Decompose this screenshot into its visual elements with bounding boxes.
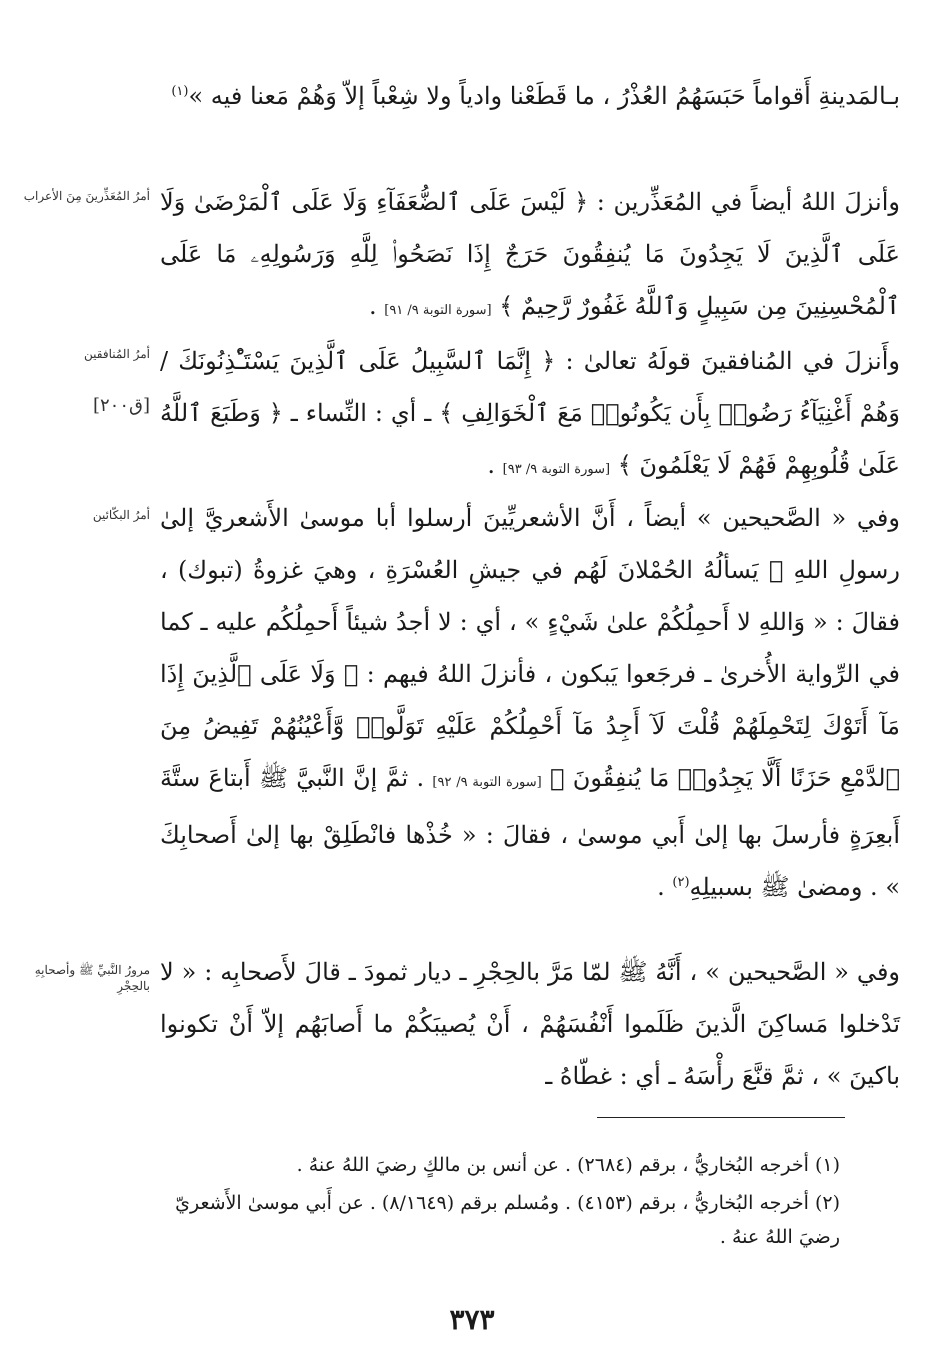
quran-reference: [سورة التوبة ٩/ ٩٢]	[432, 775, 542, 790]
quran-reference: [سورة التوبة ٩/ ٩١]	[384, 303, 492, 318]
footnote-2: (٢) أخرجه البُخاريُّ ، برقم (٤١٥٣) . ومُسلم برقم (٨/١٦٤٩) . عن أَبي موسىٰ الأَشعريّ رضيَ اللهُ عنهُ .	[175, 1192, 840, 1248]
paragraph-5-text: وفي « الصَّحيحين » ، أَنَّهُ ﷺ لمّا مَرَّ بالحِجْرِ ـ ديار ثمودَ ـ قالَ لأَصحابِه : « لا تَدْخلوا مَساكِنَ الَّذينَ ظَلَموا أَنْفُسَهُمْ ، أَنْ يُصيبَكُمْ ما أَصابَهُم إلاّ أَنْ تكونوا باكينَ » ، ثمَّ قنَّعَ رأْسَهُ ـ أي : غطّاهُ ـ	[160, 958, 900, 1090]
manuscript-folio-marker: [ق٢٠٠]	[92, 395, 150, 416]
quran-reference: [سورة التوبة ٩/ ٩٣]	[502, 462, 611, 477]
margin-note-2: أمرُ المُنافقين	[84, 347, 150, 361]
footnote-mark-1[interactable]: (١)	[171, 84, 189, 99]
margin-note-4: مرورُ النَّبيِّ ﷺ وأصحابِهِ بالحِجْرِ	[34, 963, 150, 993]
footnote-mark-2[interactable]: (٢)	[672, 875, 690, 890]
paragraph-1	[160, 70, 900, 122]
margin-note-3: أمرُ البكّائين	[92, 508, 150, 522]
margin-note-1: أمرُ المُعَذِّرينَ مِنَ الأعراب	[23, 189, 150, 203]
paragraph-1-text: بـالمَدينةِ أَقواماً حَبَسَهُمُ العُذْرُ ، ما قَطَعْنا وادياً ولا شِعْباً إلاّ وَهُمْ مَعنا فيه »	[188, 82, 900, 110]
footnote-separator	[597, 1117, 845, 1118]
paragraph-4-text: وفي « الصَّحيحين » أيضاً ، أَنَّ الأشعريِّينَ أرسلوا أبا موسىٰ الأَشعريَّ إلىٰ رسولِ اللهِ ﷺ يَسألُهُ الحُمْلانَ لَهُم في جيشِ العُسْرَةِ ، وهيَ غزوةُ (تبوك) ، فقالَ : « وَاللهِ لا أَحمِلُكُمْ علىٰ شَيْءٍ » ، أي : لا أجدُ شيئاً أَحمِلُكُم عليه ـ كما في الرِّواية الأُخرىٰ ـ فرجَعوا يَبكون ، فأنزلَ اللهُ فيهم : ﴿ وَلَا عَلَى ٱلَّذِينَ إِذَا مَآ أَتَوْكَ لِتَحْمِلَهُمْ قُلْتَ لَآ أَجِدُ مَآ أَحْمِلُكُمْ عَلَيْهِ تَوَلَّوا۟ وَّأَعْيُنُهُمْ تَفِيضُ مِنَ ٱلدَّمْعِ حَزَنًا أَلَّا يَجِدُوا۟ مَا يُنفِقُونَ ﴾	[160, 504, 900, 792]
paragraph-5	[160, 946, 900, 1102]
paragraph-2-text: وأنزلَ اللهُ أيضاً في المُعَذِّرين : ﴿ لَيْسَ عَلَى ٱلضُّعَفَآءِ وَلَا عَلَى ٱلْمَرْضَىٰ وَلَا عَلَى ٱلَّذِينَ لَا يَجِدُونَ مَا يُنفِقُونَ حَرَجٌ إِذَا نَصَحُوا۟ لِلَّهِ وَرَسُولِهِۦ مَا عَلَى ٱلْمُحْسِنِينَ مِن سَبِيلٍ وَٱللَّهُ غَفُورٌ رَّحِيمٌ ﴾	[160, 188, 900, 320]
footnote-1: (١) أخرجه البُخاريُّ ، برقم (٢٦٨٤) . عن أنس بن مالكٍ رضيَ اللهُ عنهُ .	[296, 1154, 840, 1176]
page-number: ٣٧٣	[449, 1303, 495, 1336]
paragraph-3: وأَنزلَ في المُنافقينَ قولَهُ تعالىٰ : ﴿ إِنَّمَا ٱلسَّبِيلُ عَلَى ٱلَّذِينَ يَسْتَـْٔذِنُونَكَ / وَهُمْ أَغْنِيَآءُ رَضُوا۟ بِأَن يَكُونُوا۟ مَعَ ٱلْخَوَالِفِ ﴾ ـ أي : النِّساء ـ ﴿ وَطَبَعَ ٱللَّهُ عَلَىٰ قُلُوبِهِمْ فَهُمْ لَا يَعْلَمُونَ ﴾ [سورة التوبة ٩/ ٩٣] .	[160, 347, 900, 479]
paragraph-4: وفي « الصَّحيحين » أيضاً ، أَنَّ الأشعريِّينَ أرسلوا أبا موسىٰ الأَشعريَّ إلىٰ رسولِ اللهِ ﷺ يَسألُهُ الحُمْلانَ لَهُم في جيشِ العُسْرَةِ ، وهيَ غزوةُ (تبوك) ، فقالَ : « وَاللهِ لا أَحمِلُكُمْ علىٰ شَيْءٍ » ، أي : لا أجدُ شيئاً أَحمِلُكُم عليه ـ كما في الرِّواية الأُخرىٰ ـ فرجَعوا يَبكون ، فأنزلَ اللهُ فيهم : ﴿ وَلَا عَلَى ٱلَّذِينَ إِذَا مَآ أَتَوْكَ لِتَحْمِلَهُمْ قُلْتَ لَآ أَجِدُ مَآ أَحْمِلُكُمْ عَلَيْهِ تَوَلَّوا۟ وَّأَعْيُنُهُمْ تَفِيضُ مِنَ ٱلدَّمْعِ حَزَنًا أَلَّا يَجِدُوا۟ مَا يُنفِقُونَ ﴾ [سورة التوبة ٩/ ٩٢] . ثمَّ إنَّ النَّبيَّ ﷺ أَبتاعَ ستَّةَ أَبعِرَةٍ فأرسلَ بها إلىٰ أَبي موسىٰ ، فقالَ : « خُذْها فانْطَلِقْ بها إلىٰ أَصحابِكَ » . ومضىٰ ﷺ بسبيلِهِ$^{(٢)}$ .	[160, 504, 900, 901]
paragraph-2: وأنزلَ اللهُ أيضاً في المُعَذِّرين : ﴿ لَيْسَ عَلَى ٱلضُّعَفَآءِ وَلَا عَلَى ٱلْمَرْضَىٰ وَلَا عَلَى ٱلَّذِينَ لَا يَجِدُونَ مَا يُنفِقُونَ حَرَجٌ إِذَا نَصَحُوا۟ لِلَّهِ وَرَسُولِهِۦ مَا عَلَى ٱلْمُحْسِنِينَ مِن سَبِيلٍ وَٱللَّهُ غَفُورٌ رَّحِيمٌ ﴾ [سورة التوبة ٩/ ٩١] .	[160, 188, 900, 320]
paragraph-3-text: وأَنزلَ في المُنافقينَ قولَهُ تعالىٰ : ﴿ إِنَّمَا ٱلسَّبِيلُ عَلَى ٱلَّذِينَ يَسْتَـْٔذِنُونَكَ / وَهُمْ أَغْنِيَآءُ رَضُوا۟ بِأَن يَكُونُوا۟ مَعَ ٱلْخَوَالِفِ ﴾ ـ أي : النِّساء ـ ﴿ وَطَبَعَ ٱللَّهُ عَلَىٰ قُلُوبِهِمْ فَهُمْ لَا يَعْلَمُونَ ﴾	[160, 347, 900, 479]
